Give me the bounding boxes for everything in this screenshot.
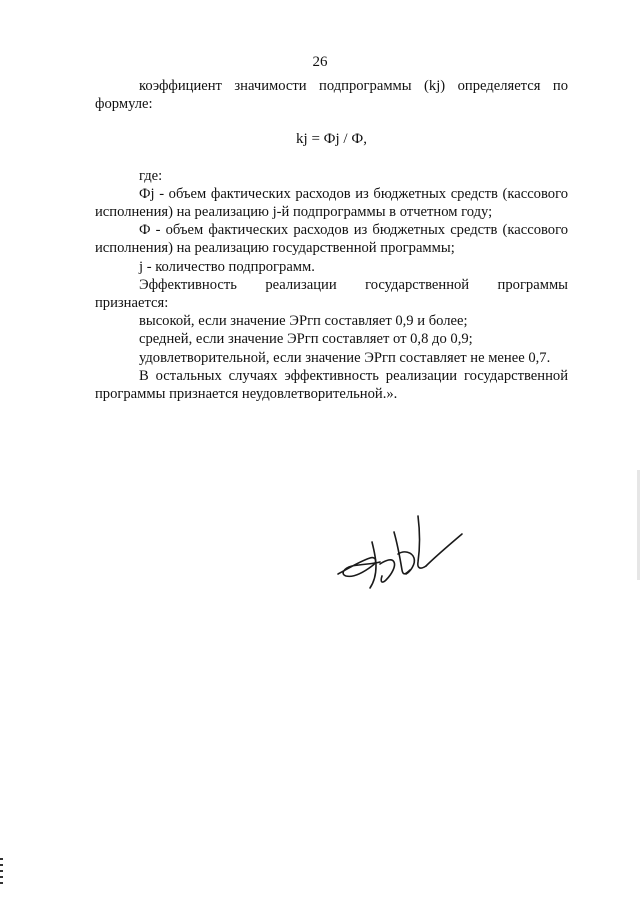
definition-j: j - количество подпрограмм. [139,258,315,275]
paragraph-intro: коэффициент значимости подпрограммы (kj) определяется по формуле: [95,78,568,113]
criterion-medium: средней, если значение ЭРгп составляет от 0,8 до 0,9; [139,331,473,348]
criterion-satisfactory: удовлетворительной, если значение ЭРгп составляет не менее 0,7. [139,349,551,366]
formula: kj = Фj / Ф, [296,131,367,148]
definition-phi-j: Фj - объем фактических расходов из бюджетных средств (кассового исполнения) на реализацию j-й подпрограммы в отчетном году; [95,185,568,221]
scan-edge-marks [0,858,4,898]
handwritten-signature [336,512,466,594]
criterion-high: высокой, если значение ЭРгп составляет 0,9 и более; [139,313,468,330]
paragraph-other-cases: В остальных случаях эффективность реализации государственной программы признается неудовлетворительной.». [95,367,568,403]
paragraph-efficiency-intro: Эффективность реализации государственной программы признается: [95,276,568,312]
paragraph-where: где: [139,167,163,184]
page-number: 26 [312,54,328,70]
definition-phi: Ф - объем фактических расходов из бюджетных средств (кассового исполнения) на реализацию государственной программы; [95,222,568,257]
document-body [95,77,568,403]
